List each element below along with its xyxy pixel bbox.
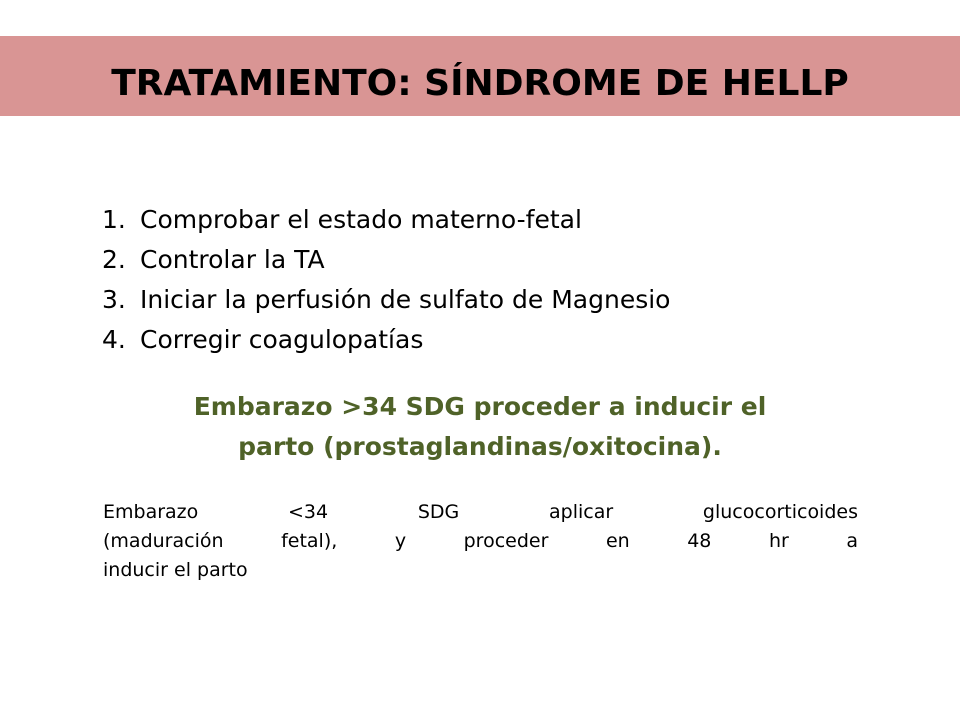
list-item [102,200,670,240]
step-number: 4. [102,325,126,354]
note-line: Embarazo <34 SDG aplicar glucocorticoides [103,501,858,523]
glucocorticoid-note [103,498,858,585]
step-text: Iniciar la perfusión de sulfato de Magnesio [140,285,671,314]
slide-title: TRATAMIENTO: SÍNDROME DE HELLP [111,63,849,104]
highlight-line: Embarazo >34 SDG proceder a inducir el [193,392,767,421]
note-line: inducir el parto [103,559,248,581]
step-number: 2. [102,245,126,274]
step-number: 1. [102,205,126,234]
treatment-steps-list [102,200,670,360]
step-text: Comprobar el estado materno-fetal [140,205,582,234]
list-item [102,280,670,320]
induction-recommendation [90,387,870,467]
step-text: Controlar la TA [140,245,325,274]
list-item [102,240,670,280]
note-line: (maduración fetal), y proceder en 48 hr a [103,530,858,552]
step-number: 3. [102,285,126,314]
highlight-line: parto (prostaglandinas/oxitocina). [238,432,722,461]
step-text: Corregir coagulopatías [140,325,424,354]
list-item [102,320,670,360]
